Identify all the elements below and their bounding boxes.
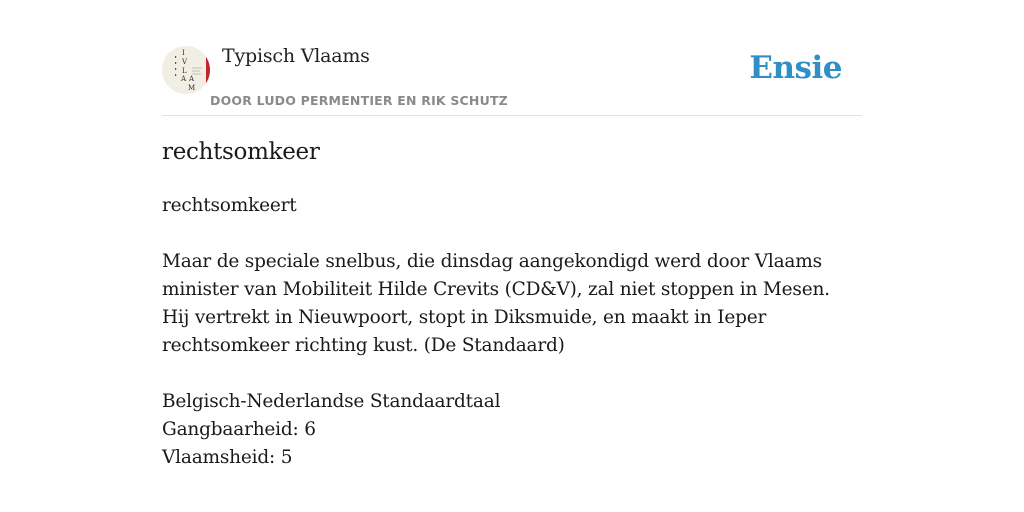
svg-text:M: M	[188, 84, 196, 92]
ensie-brand-link[interactable]: Ensie	[749, 50, 842, 86]
entry-term: rechtsomkeer	[162, 139, 320, 165]
entry-language: Belgisch-Nederlandse Standaardtaal	[162, 391, 501, 412]
entry-content	[162, 192, 862, 500]
page	[162, 0, 862, 512]
entry-variant: rechtsomkeert	[162, 195, 297, 216]
svg-text:A: A	[189, 75, 195, 83]
svg-text:V: V	[182, 58, 188, 66]
entry-meta	[162, 388, 862, 472]
svg-text:I: I	[182, 49, 185, 57]
authors-byline: DOOR LUDO PERMENTIER EN RIK SCHUTZ	[210, 93, 508, 108]
book-cover-icon	[162, 46, 210, 94]
dictionary-title[interactable]: Typisch Vlaams	[222, 45, 370, 67]
entry-example: Maar de speciale snelbus, die dinsdag aangekondigd werd door Vlaams minister van Mobiliteit Hilde Crevits (CD&V), zal niet stoppen in Mesen. Hij vertrekt in Nieuwpoort, stopt in Diksmuide, en maakt in Ieper rechtsomkeer richting kust. (De Standaard)	[162, 251, 830, 356]
svg-text:A: A	[181, 75, 187, 83]
entry-gangbaarheid: Gangbaarheid: 6	[162, 419, 316, 440]
svg-text:L: L	[182, 67, 187, 75]
entry-vlaamsheid: Vlaamsheid: 5	[162, 447, 293, 468]
header	[162, 0, 862, 116]
dictionary-logo-icon[interactable]	[162, 46, 210, 94]
